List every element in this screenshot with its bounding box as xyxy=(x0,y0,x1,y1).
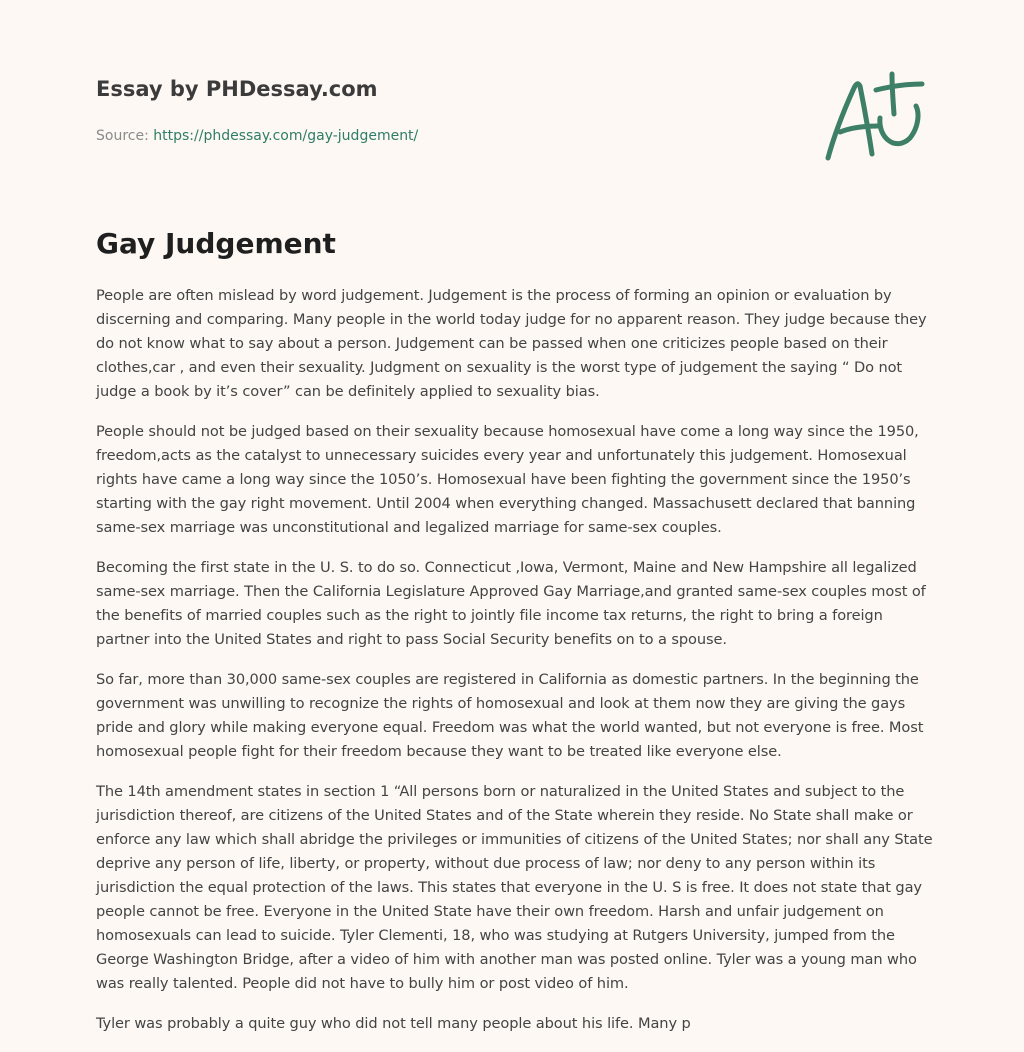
a-plus-logo-icon xyxy=(820,66,930,166)
source-label: Source: xyxy=(96,128,149,144)
site-title: Essay by PHDessay.com xyxy=(96,77,378,101)
essay-paragraph: So far, more than 30,000 same-sex couples are registered in California as domestic partners. In the beginning the government was unwilling to recognize the rights of homosexual and look at them now they are giving the gays pride and glory while making everyone equal. Freedom was what the world wanted, but not everyone is free. Most homosexual people fight for their freedom because they want to be treated like everyone else. xyxy=(96,671,924,760)
source-line xyxy=(96,126,656,146)
site-header xyxy=(96,72,656,146)
essay-paragraph: Tyler was probably a quite guy who did not tell many people about his life. Many p xyxy=(96,1015,691,1032)
essay-paragraph: People should not be judged based on their sexuality because homosexual have come a long way since the 1950, freedom,acts as the catalyst to unnecessary suicides every year and unfortunately this judgement. Homosexual rights have came a long way since the 1050’s. Homosexual have been fighting the government since the 1950’s starting with the gay right movement. Until 2004 when everything changed. Massachusett declared that banning same-sex marriage was unconstitutional and legalized marriage for same-sex couples. xyxy=(96,423,919,536)
essay-title: Gay Judgement xyxy=(96,227,336,260)
essay-body xyxy=(96,284,936,1052)
source-link[interactable]: https://phdessay.com/gay-judgement/ xyxy=(153,128,419,144)
essay-paragraph: Becoming the first state in the U. S. to do so. Connecticut ,Iowa, Vermont, Maine and New Hampshire all legalized same-sex marriage. Then the California Legislature Approved Gay Marriage,and granted same-sex couples most of the benefits of married couples such as the right to jointly file income tax returns, the right to bring a foreign partner into the United States and right to pass Social Security benefits on to a spouse. xyxy=(96,559,926,648)
essay-paragraph: The 14th amendment states in section 1 “All persons born or naturalized in the United States and subject to the jurisdiction thereof, are citizens of the United States and of the State wherein they reside. No State shall make or enforce any law which shall abridge the privileges or immunities of citizens of the United States; nor shall any State deprive any person of life, liberty, or property, without due process of law; nor deny to any person within its jurisdiction the equal protection of the laws. This states that everyone in the U. S is free. It does not state that gay people cannot be free. Everyone in the United State have their own freedom. Harsh and unfair judgement on homosexuals can lead to suicide. Tyler Clementi, 18, who was studying at Rutgers University, jumped from the George Washington Bridge, after a video of him with another man was posted online. Tyler was a young man who was really talented. People did not have to bully him or post video of him. xyxy=(96,783,933,992)
essay-paragraph: People are often mislead by word judgement. Judgement is the process of forming an opinion or evaluation by discerning and comparing. Many people in the world today judge for no apparent reason. They judge because they do not know what to say about a person. Judgement can be passed when one criticizes people based on their clothes,car , and even their sexuality. Judgment on sexuality is the worst type of judgement the saying “ Do not judge a book by it’s cover” can be definitely applied to sexuality bias. xyxy=(96,287,927,400)
